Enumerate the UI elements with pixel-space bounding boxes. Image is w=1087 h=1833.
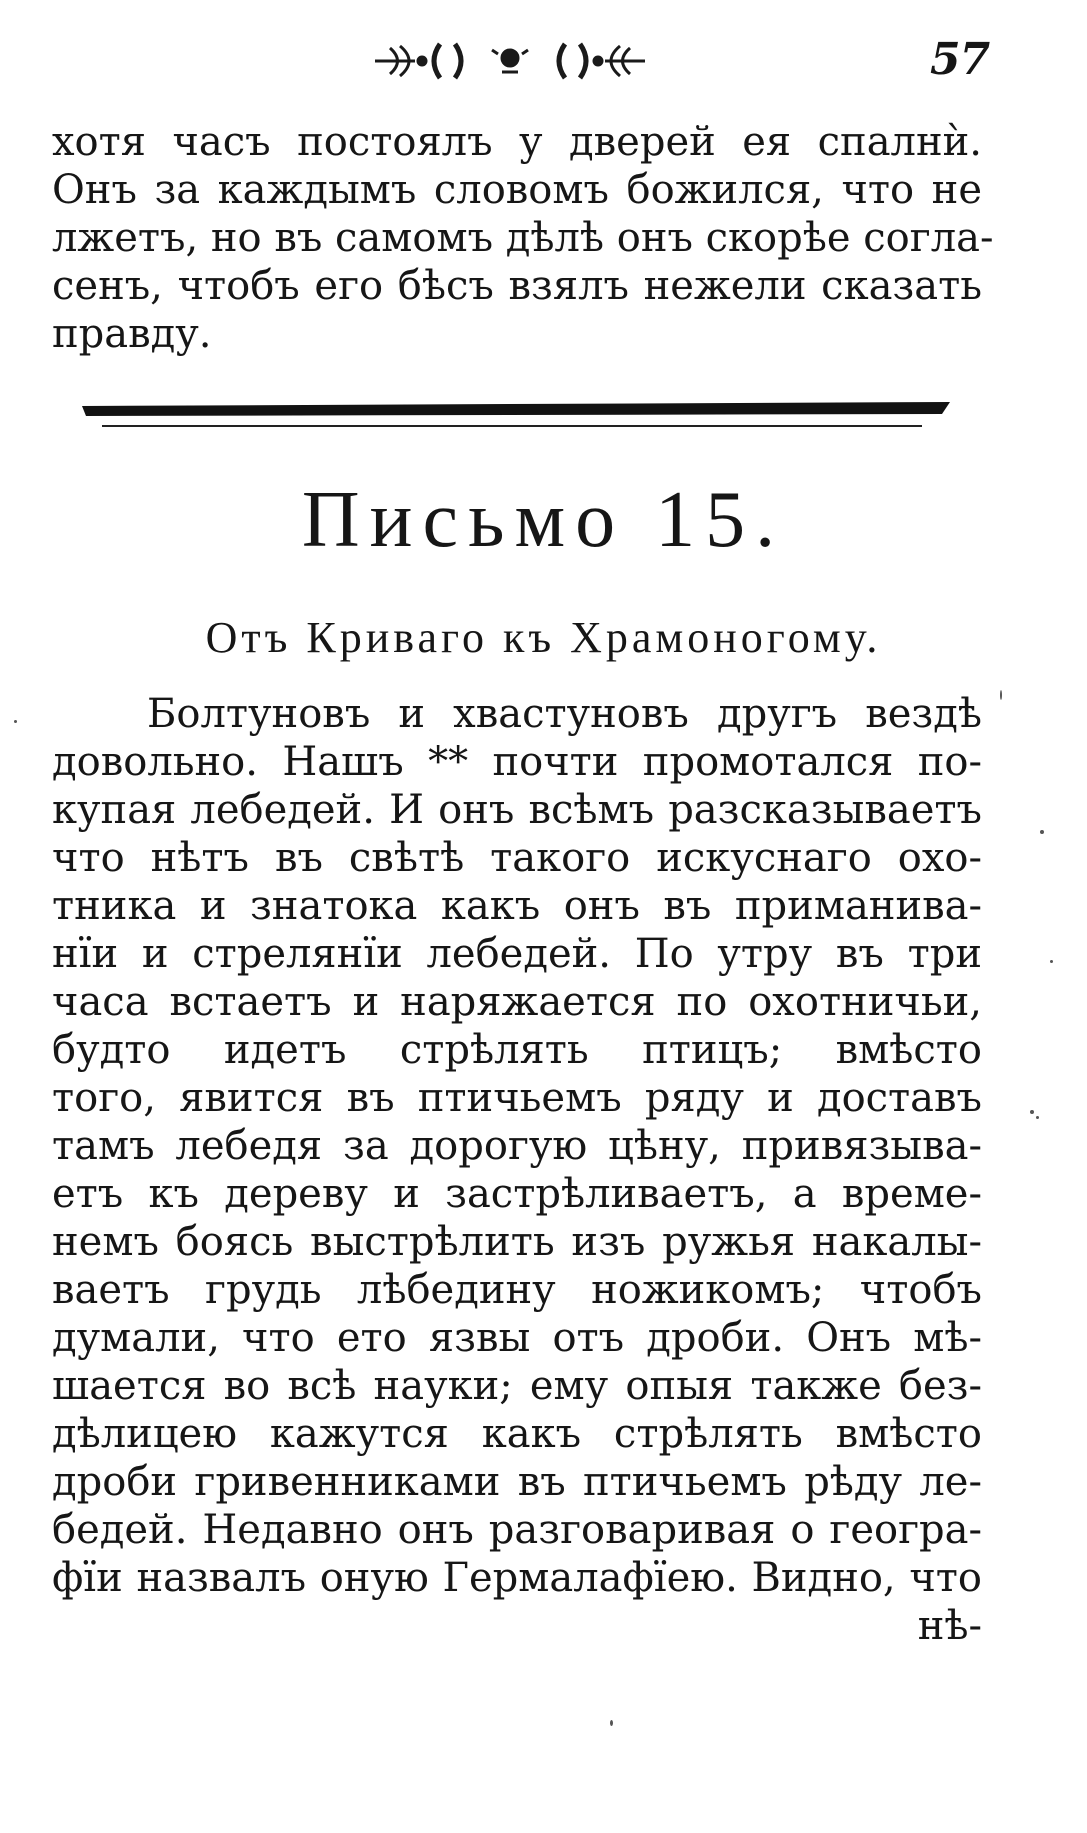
paragraph-line: купая лебедей. И онъ всѣмъ разсказываетъ (52, 787, 982, 833)
paragraph-line: ваетъ грудь лѣбедину ножикомъ; чтобъ (52, 1267, 982, 1313)
catchword: нѣ- (917, 1603, 982, 1649)
page-number: 57 (930, 34, 990, 85)
scan-speck (14, 720, 17, 723)
paragraph-line: тамъ лебедя за дорогую цѣну, привязыва- (52, 1123, 982, 1169)
paragraph-line: бедей. Недавно онъ разговаривая о геогра- (52, 1507, 982, 1553)
paragraph-line: правду. (52, 311, 212, 357)
paragraph-line: тника и знатока какъ онъ въ приманива- (52, 883, 982, 929)
letter-title: Письмо 15. (301, 476, 786, 564)
scan-speck (1036, 1116, 1039, 1119)
paragraph-line: етъ къ дереву и застрѣливаетъ, а време- (52, 1171, 982, 1217)
paragraph-line: хотя часъ постоялъ у дверей ея спалнѝ. (52, 119, 982, 165)
fleuron-ornament-icon (370, 36, 650, 86)
scan-speck (1000, 690, 1002, 700)
paragraph-line: часа встаетъ и наряжается по охотничьи, (52, 979, 982, 1025)
paragraph-line: немъ боясь выстрѣлить изъ ружья накалы- (52, 1219, 982, 1265)
ornamental-rule-icon (82, 400, 950, 440)
paragraph-line: шается во всѣ науки; ему опыя также без- (52, 1363, 982, 1409)
paragraph-line: сенъ, чтобъ его бѣсъ взялъ нежели сказать (52, 263, 982, 309)
paragraph-line: думали, что ето язвы отъ дроби. Онъ мѣ- (52, 1315, 982, 1361)
paragraph-line: нїи и стрелянїи лебедей. По утру въ три (52, 931, 982, 977)
scan-speck (1050, 960, 1053, 963)
paragraph-line: Болтуновъ и хвастуновъ другъ вездѣ (147, 691, 982, 737)
paragraph-line: довольно. Нашъ ** почти промотался по- (52, 739, 982, 785)
paragraph-line: что нѣтъ въ свѣтѣ такого искуснаго охо- (52, 835, 982, 881)
letter-body (52, 690, 982, 1650)
scan-speck (1030, 1110, 1034, 1114)
paragraph-line: фїи назвалъ оную Гермалафїею. Видно, что (52, 1555, 982, 1601)
continued-paragraph (52, 118, 994, 358)
paragraph-line: Онъ за каждымъ словомъ божился, что не (52, 167, 982, 213)
paragraph-line: будто идетъ стрѣлять птицъ; вмѣсто (52, 1027, 982, 1073)
paragraph-line: дроби гривенниками въ птичьемъ рѣду ле- (52, 1459, 982, 1505)
letter-subtitle: Отъ Криваго къ Храмоногому. (205, 613, 882, 662)
scan-speck (610, 1720, 613, 1726)
paragraph-line: лжетъ, но въ самомъ дѣлѣ онъ скорѣе согла- (52, 215, 994, 261)
paragraph-line: того, явится въ птичьемъ ряду и доставъ (52, 1075, 982, 1121)
paragraph-line: дѣлицею кажутся какъ стрѣлять вмѣсто (52, 1411, 982, 1457)
scan-speck (1040, 830, 1044, 834)
